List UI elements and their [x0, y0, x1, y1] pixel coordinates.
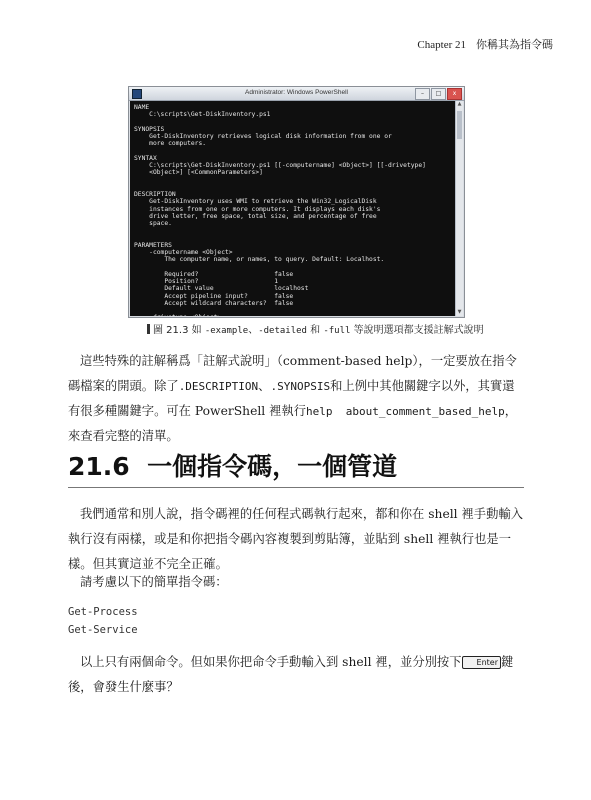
- chapter-number: Chapter 21: [417, 39, 466, 51]
- maximize-button[interactable]: □: [431, 88, 446, 100]
- caption-option: -example: [204, 326, 249, 336]
- caption-option: -full: [323, 326, 351, 336]
- scroll-up-icon[interactable]: ▲: [457, 101, 462, 107]
- console-output: [130, 101, 455, 316]
- section-title-text: 一個指令碼，一個管道: [147, 452, 398, 481]
- window-controls: [415, 88, 462, 100]
- scroll-down-icon[interactable]: ▼: [457, 309, 462, 315]
- caption-label: 圖 21.3: [153, 325, 189, 336]
- section-number: 21.6: [68, 452, 130, 481]
- caption-bar-icon: [147, 324, 150, 334]
- section-heading: [68, 447, 397, 483]
- paragraph-text: 和上例中其他關鍵字以外，其實還有很多種關鍵字。可在 PowerShell 裡執行: [68, 379, 515, 418]
- inline-code: help about_comment_based_help: [306, 405, 505, 418]
- section-divider: [68, 487, 524, 488]
- scrollbar-thumb[interactable]: [457, 111, 462, 139]
- chapter-title: 你稱其為指令碼: [476, 38, 553, 51]
- caption-text: 如: [191, 325, 202, 336]
- paragraph-text: 這些特殊的註解稱爲「註解式說明」（comment-based help），一定要放在指令碼檔案的開頭。除了: [68, 354, 517, 393]
- console-text: NAME C:\scripts\Get-DiskInventory.ps1 SYNOPSIS Get-DiskInventory retrieves logical disk information from one or more computers. SYNTAX C:\scripts\Get-DiskInventory.ps1 [[-computername] <Object>] [[-drivetype] <Object>] [<CommonParameters>] DESCRIPTION Get-DiskInventory uses WMI to retrieve the Win32_LogicalDisk instances from one or more computers. It displays each disk's drive letter, free space, total size, and percentage of free space. PARAMETERS -computername <Object> The computer name, or names, to query. Default: Localhost. Required? false Position? 1 Default value localhost Accept pipeline input? false Accept wildcard characters? false: [134, 104, 426, 307]
- paragraph-text: 、: [258, 379, 271, 393]
- body-paragraph: 我們通常和別人說，指令碼裡的任何程式碼執行起來，都和你在 shell 裡手動輸入執行沒有兩樣，或是和你把指令碼內容複製到剪貼簿，並貼到 shell 裡執行也是一樣。但其實這並不完全正確。: [68, 507, 523, 571]
- vertical-scrollbar[interactable]: [455, 101, 463, 316]
- caption-text: 和: [310, 325, 321, 336]
- code-block: Get-Process Get-Service: [68, 606, 138, 636]
- window-titlebar: [129, 87, 464, 101]
- paragraph-text: ，來查看完整的清單。: [68, 404, 518, 443]
- body-paragraph: 請考慮以下的簡單指令碼：: [80, 575, 228, 589]
- paragraph-text: 以上只有兩個命令。但如果你把命令手動輸入到 shell 裡，並分別按下: [80, 655, 462, 669]
- figure-caption: [147, 321, 484, 336]
- inline-code: .DESCRIPTION: [178, 380, 259, 393]
- body-paragraph: [68, 650, 526, 700]
- powershell-window-figure: [128, 86, 465, 318]
- caption-text: 、: [248, 325, 259, 336]
- caption-option: -detailed: [258, 326, 307, 336]
- caption-text: 等說明選項都支援註解式說明: [353, 325, 484, 336]
- body-paragraph: [68, 349, 526, 449]
- enter-key-icon: Enter: [462, 656, 501, 669]
- window-title: Administrator: Windows PowerShell: [245, 89, 348, 96]
- paragraph-text: 鍵後，會發生什麼事？: [68, 655, 514, 694]
- close-button[interactable]: x: [447, 88, 462, 100]
- minimize-button[interactable]: –: [415, 88, 430, 100]
- running-head: [417, 36, 553, 52]
- inline-code: .SYNOPSIS: [270, 380, 331, 393]
